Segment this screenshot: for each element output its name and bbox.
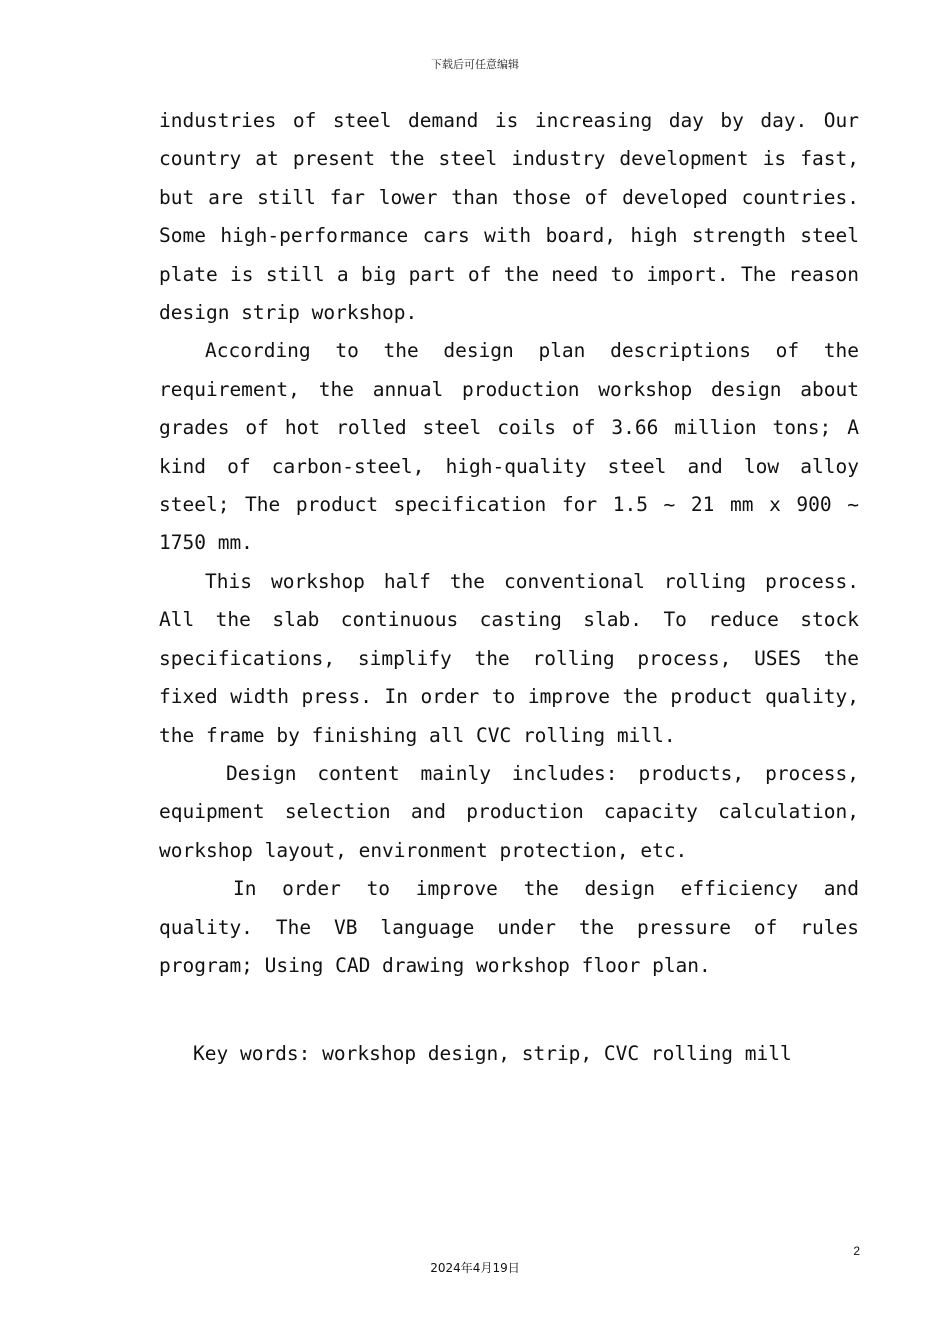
- keywords-line: Key words: workshop design, strip, CVC rolling mill: [193, 1042, 792, 1065]
- header-note: 下载后可任意编辑: [431, 58, 519, 71]
- paragraph-4: Design content mainly includes: products, process, equipment selection and production capacity calculation, workshop layout, environment protection, etc.: [159, 761, 859, 862]
- page-number: 2: [853, 1244, 860, 1258]
- footer-date: 2024年4月19日: [430, 1261, 520, 1275]
- paragraph-3: This workshop half the conventional rolling process. All the slab continuous casting slab. To reduce stock specifications, simplify the rolling process, USES the fixed width press. In order to improve the product quality, the frame by finishing all CVC rolling mill.: [159, 569, 859, 747]
- paragraph-5: In order to improve the design efficiency and quality. The VB language under the pressure of rules program; Using CAD drawing workshop floor plan.: [159, 877, 859, 977]
- abstract-body: [159, 102, 859, 985]
- paragraph-2: According to the design plan descriptions of the requirement, the annual production workshop design about grades of hot rolled steel coils of 3.66 million tons; A kind of carbon-steel, high-quality steel and low alloy steel; The product specification for 1.5 ~ 21 mm x 900 ~ 1750 mm.: [159, 339, 859, 555]
- paragraph-1: industries of steel demand is increasing day by day. Our country at present the steel industry development is fast, but are still far lower than those of developed countries. Some high-performance cars with board, high strength steel plate is still a big part of the need to import. The reason design strip workshop.: [159, 109, 859, 325]
